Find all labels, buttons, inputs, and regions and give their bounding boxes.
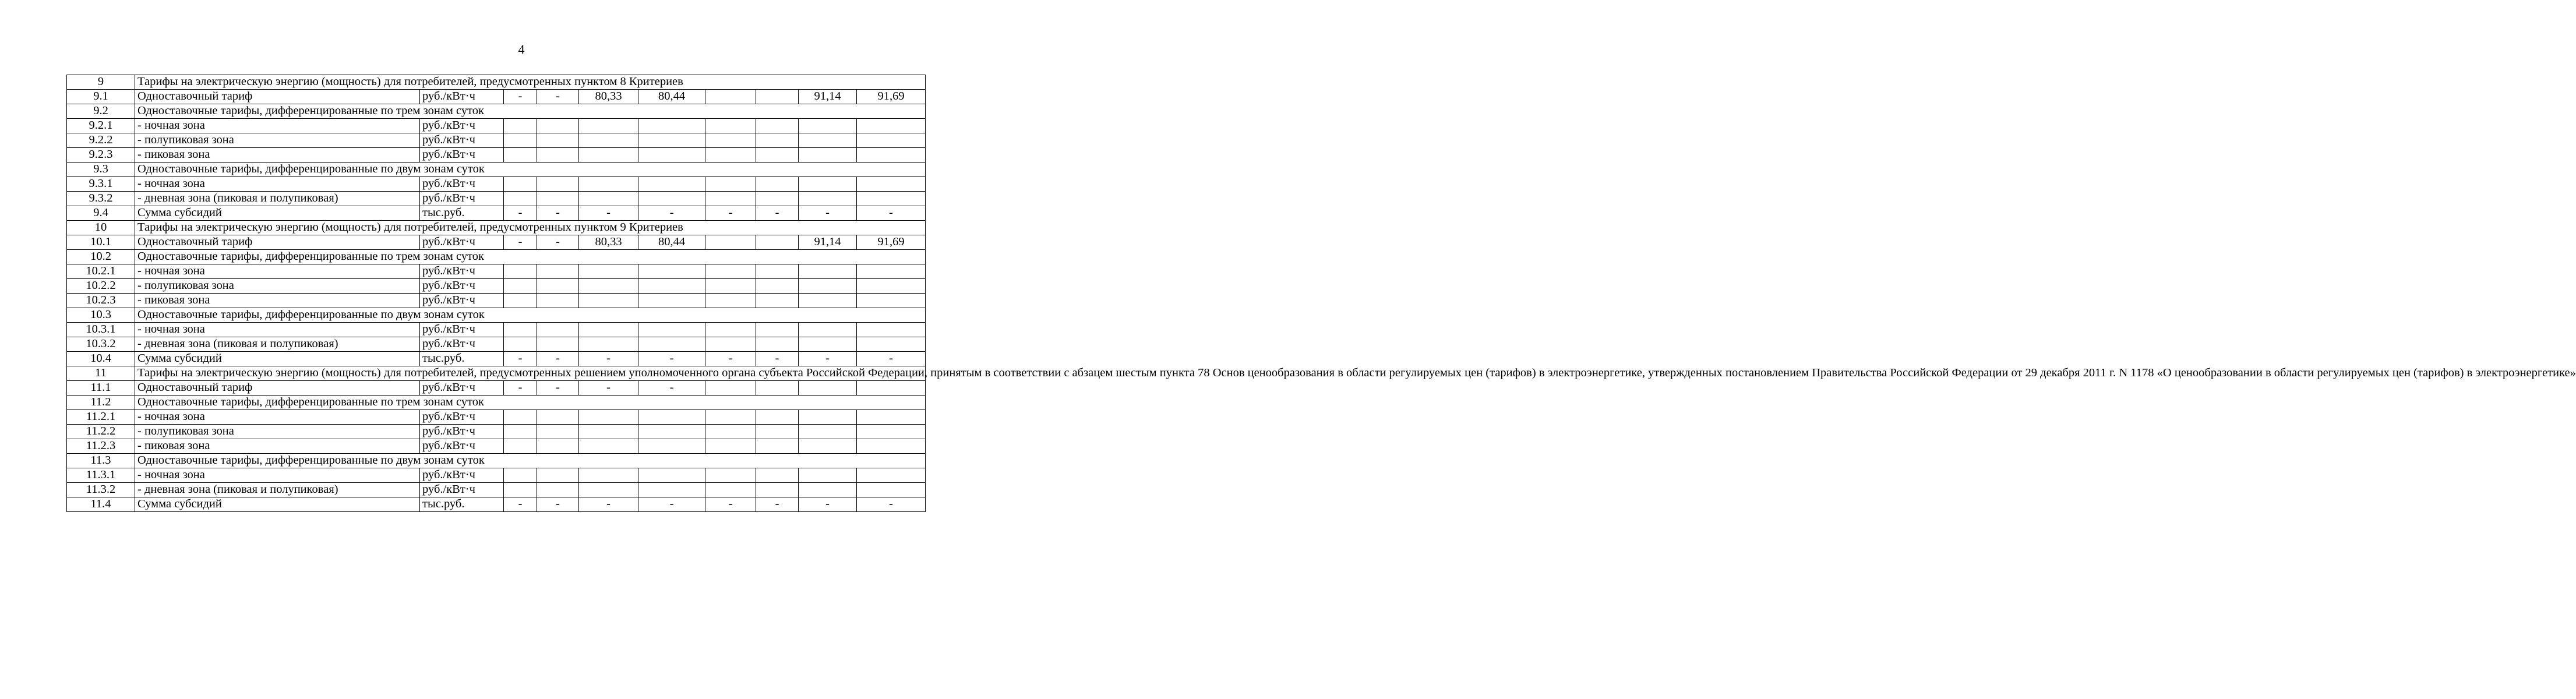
- value-cell: -: [756, 352, 799, 366]
- row-number-cell: 9.3: [67, 163, 135, 177]
- indicator-name-cell: - ночная зона: [135, 264, 420, 279]
- value-cell: [857, 119, 926, 133]
- indicator-name-cell: - ночная зона: [135, 468, 420, 483]
- indicator-name-cell: Сумма субсидий: [135, 352, 420, 366]
- value-cell: -: [638, 352, 705, 366]
- indicator-name-cell: Одноставочный тариф: [135, 381, 420, 396]
- value-cell: [504, 119, 537, 133]
- value-cell: [756, 119, 799, 133]
- value-cell: [504, 294, 537, 308]
- value-cell: [857, 279, 926, 294]
- value-cell: [504, 192, 537, 206]
- table-row: [67, 90, 926, 104]
- row-number-cell: 11.1: [67, 381, 135, 396]
- value-cell: -: [857, 497, 926, 512]
- value-cell: [756, 483, 799, 497]
- value-cell: [504, 177, 537, 192]
- value-cell: 91,69: [857, 90, 926, 104]
- unit-cell: руб./кВт·ч: [420, 148, 504, 163]
- value-cell: [638, 439, 705, 454]
- indicator-name-cell: - пиковая зона: [135, 439, 420, 454]
- value-cell: [504, 439, 537, 454]
- table-row: [67, 396, 926, 410]
- row-number-cell: 11.3.2: [67, 483, 135, 497]
- value-cell: -: [504, 206, 537, 221]
- indicator-name-cell: - пиковая зона: [135, 294, 420, 308]
- value-cell: [756, 294, 799, 308]
- value-cell: [579, 177, 638, 192]
- value-cell: [537, 148, 579, 163]
- value-cell: [756, 337, 799, 352]
- value-cell: [756, 323, 799, 337]
- table-row: [67, 454, 926, 468]
- value-cell: [537, 264, 579, 279]
- section-heading-cell: Одноставочные тарифы, дифференцированные по двум зонам суток: [135, 163, 926, 177]
- value-cell: [537, 294, 579, 308]
- value-cell: [638, 148, 705, 163]
- value-cell: [579, 337, 638, 352]
- value-cell: [756, 133, 799, 148]
- value-cell: -: [537, 381, 579, 396]
- table-row: [67, 148, 926, 163]
- value-cell: [638, 133, 705, 148]
- value-cell: -: [504, 352, 537, 366]
- value-cell: [638, 177, 705, 192]
- value-cell: -: [537, 235, 579, 250]
- unit-cell: руб./кВт·ч: [420, 410, 504, 425]
- value-cell: [705, 410, 756, 425]
- value-cell: [638, 337, 705, 352]
- value-cell: [857, 381, 926, 396]
- value-cell: [579, 468, 638, 483]
- value-cell: [705, 483, 756, 497]
- indicator-name-cell: - ночная зона: [135, 177, 420, 192]
- value-cell: [579, 148, 638, 163]
- value-cell: [638, 264, 705, 279]
- value-cell: [579, 323, 638, 337]
- indicator-name-cell: - дневная зона (пиковая и полупиковая): [135, 483, 420, 497]
- unit-cell: руб./кВт·ч: [420, 323, 504, 337]
- value-cell: [504, 425, 537, 439]
- value-cell: [705, 279, 756, 294]
- value-cell: 80,44: [638, 235, 705, 250]
- value-cell: [756, 439, 799, 454]
- row-number-cell: 9.2: [67, 104, 135, 119]
- unit-cell: тыс.руб.: [420, 497, 504, 512]
- table-row: [67, 410, 926, 425]
- table-row: [67, 308, 926, 323]
- row-number-cell: 9.2.1: [67, 119, 135, 133]
- value-cell: [799, 323, 857, 337]
- value-cell: [756, 235, 799, 250]
- value-cell: 91,69: [857, 235, 926, 250]
- value-cell: [705, 192, 756, 206]
- value-cell: [756, 381, 799, 396]
- value-cell: [537, 177, 579, 192]
- row-number-cell: 9.3.1: [67, 177, 135, 192]
- value-cell: [756, 425, 799, 439]
- section-heading-cell: Одноставочные тарифы, дифференцированные по трем зонам суток: [135, 396, 926, 410]
- table-row: [67, 163, 926, 177]
- value-cell: -: [537, 497, 579, 512]
- value-cell: [857, 323, 926, 337]
- row-number-cell: 10.2: [67, 250, 135, 264]
- value-cell: [756, 410, 799, 425]
- unit-cell: руб./кВт·ч: [420, 133, 504, 148]
- table-row: [67, 425, 926, 439]
- unit-cell: руб./кВт·ч: [420, 483, 504, 497]
- value-cell: [857, 337, 926, 352]
- unit-cell: тыс.руб.: [420, 206, 504, 221]
- value-cell: [537, 323, 579, 337]
- unit-cell: руб./кВт·ч: [420, 235, 504, 250]
- table-row: [67, 192, 926, 206]
- value-cell: -: [537, 206, 579, 221]
- value-cell: [537, 425, 579, 439]
- value-cell: [799, 148, 857, 163]
- value-cell: -: [857, 206, 926, 221]
- section-heading-cell: Тарифы на электрическую энергию (мощность) для потребителей, предусмотренных пунктом 8 Критериев: [135, 75, 926, 90]
- value-cell: [705, 235, 756, 250]
- value-cell: -: [799, 206, 857, 221]
- value-cell: [857, 439, 926, 454]
- row-number-cell: 9.2.2: [67, 133, 135, 148]
- value-cell: -: [638, 206, 705, 221]
- value-cell: [799, 410, 857, 425]
- value-cell: [857, 264, 926, 279]
- value-cell: [799, 425, 857, 439]
- unit-cell: руб./кВт·ч: [420, 90, 504, 104]
- value-cell: -: [579, 497, 638, 512]
- table-row: [67, 75, 926, 90]
- value-cell: 80,33: [579, 90, 638, 104]
- table-row: [67, 104, 926, 119]
- unit-cell: тыс.руб.: [420, 352, 504, 366]
- value-cell: [579, 279, 638, 294]
- indicator-name-cell: Одноставочный тариф: [135, 90, 420, 104]
- value-cell: [537, 279, 579, 294]
- row-number-cell: 9.4: [67, 206, 135, 221]
- value-cell: [705, 323, 756, 337]
- value-cell: [579, 133, 638, 148]
- value-cell: [705, 468, 756, 483]
- table-row: [67, 497, 926, 512]
- value-cell: [638, 468, 705, 483]
- value-cell: [579, 410, 638, 425]
- indicator-name-cell: - пиковая зона: [135, 148, 420, 163]
- section-heading-cell: Одноставочные тарифы, дифференцированные по трем зонам суток: [135, 250, 926, 264]
- value-cell: [638, 483, 705, 497]
- table-row: [67, 352, 926, 366]
- value-cell: [504, 148, 537, 163]
- row-number-cell: 10.2.1: [67, 264, 135, 279]
- row-number-cell: 11.3: [67, 454, 135, 468]
- table-row: [67, 381, 926, 396]
- indicator-name-cell: Сумма субсидий: [135, 497, 420, 512]
- value-cell: [799, 337, 857, 352]
- unit-cell: руб./кВт·ч: [420, 468, 504, 483]
- row-number-cell: 10.3.2: [67, 337, 135, 352]
- table-row: [67, 221, 926, 235]
- value-cell: [857, 483, 926, 497]
- row-number-cell: 9.3.2: [67, 192, 135, 206]
- value-cell: [537, 192, 579, 206]
- row-number-cell: 11.2.3: [67, 439, 135, 454]
- value-cell: [705, 90, 756, 104]
- row-number-cell: 10.2.2: [67, 279, 135, 294]
- value-cell: [638, 294, 705, 308]
- value-cell: [756, 90, 799, 104]
- value-cell: [705, 337, 756, 352]
- value-cell: [705, 177, 756, 192]
- unit-cell: руб./кВт·ч: [420, 425, 504, 439]
- unit-cell: руб./кВт·ч: [420, 439, 504, 454]
- table-row: [67, 337, 926, 352]
- value-cell: [579, 119, 638, 133]
- value-cell: [756, 468, 799, 483]
- value-cell: [857, 410, 926, 425]
- unit-cell: руб./кВт·ч: [420, 381, 504, 396]
- value-cell: [504, 410, 537, 425]
- value-cell: [537, 483, 579, 497]
- value-cell: [579, 439, 638, 454]
- value-cell: [705, 133, 756, 148]
- value-cell: [799, 483, 857, 497]
- value-cell: [756, 279, 799, 294]
- value-cell: [756, 264, 799, 279]
- table-row: [67, 294, 926, 308]
- page-number: 4: [518, 42, 525, 57]
- table-row: [67, 250, 926, 264]
- value-cell: [537, 119, 579, 133]
- value-cell: [705, 264, 756, 279]
- row-number-cell: 11.2: [67, 396, 135, 410]
- value-cell: [799, 381, 857, 396]
- table-row: [67, 264, 926, 279]
- value-cell: [537, 133, 579, 148]
- row-number-cell: 9.2.3: [67, 148, 135, 163]
- value-cell: 80,44: [638, 90, 705, 104]
- value-cell: [799, 279, 857, 294]
- value-cell: [504, 264, 537, 279]
- value-cell: -: [579, 206, 638, 221]
- unit-cell: руб./кВт·ч: [420, 177, 504, 192]
- unit-cell: руб./кВт·ч: [420, 337, 504, 352]
- value-cell: [504, 468, 537, 483]
- indicator-name-cell: - ночная зона: [135, 410, 420, 425]
- section-heading-cell: Одноставочные тарифы, дифференцированные по двум зонам суток: [135, 308, 926, 323]
- value-cell: -: [579, 352, 638, 366]
- row-number-cell: 9: [67, 75, 135, 90]
- value-cell: 80,33: [579, 235, 638, 250]
- value-cell: [799, 119, 857, 133]
- table-row: [67, 235, 926, 250]
- value-cell: [705, 294, 756, 308]
- value-cell: -: [504, 90, 537, 104]
- value-cell: [705, 425, 756, 439]
- row-number-cell: 11.3.1: [67, 468, 135, 483]
- value-cell: [579, 483, 638, 497]
- value-cell: [799, 468, 857, 483]
- value-cell: [504, 337, 537, 352]
- value-cell: [537, 468, 579, 483]
- value-cell: [504, 279, 537, 294]
- value-cell: [504, 323, 537, 337]
- value-cell: [638, 279, 705, 294]
- value-cell: -: [705, 497, 756, 512]
- value-cell: [799, 294, 857, 308]
- table-row: [67, 439, 926, 454]
- value-cell: [705, 119, 756, 133]
- value-cell: -: [799, 497, 857, 512]
- value-cell: [579, 425, 638, 439]
- table-row: [67, 133, 926, 148]
- value-cell: [579, 294, 638, 308]
- row-number-cell: 11.2.1: [67, 410, 135, 425]
- indicator-name-cell: - полупиковая зона: [135, 279, 420, 294]
- value-cell: [799, 177, 857, 192]
- table-row: [67, 323, 926, 337]
- value-cell: -: [504, 235, 537, 250]
- value-cell: -: [638, 381, 705, 396]
- value-cell: -: [799, 352, 857, 366]
- indicator-name-cell: - полупиковая зона: [135, 425, 420, 439]
- row-number-cell: 10.4: [67, 352, 135, 366]
- value-cell: [504, 483, 537, 497]
- indicator-name-cell: Одноставочный тариф: [135, 235, 420, 250]
- value-cell: [857, 294, 926, 308]
- value-cell: [638, 323, 705, 337]
- indicator-name-cell: - дневная зона (пиковая и полупиковая): [135, 192, 420, 206]
- table-row: [67, 468, 926, 483]
- table-row: [67, 206, 926, 221]
- value-cell: 91,14: [799, 90, 857, 104]
- value-cell: [799, 264, 857, 279]
- tariff-table-body: [67, 75, 2576, 512]
- value-cell: [537, 410, 579, 425]
- value-cell: [756, 177, 799, 192]
- indicator-name-cell: - ночная зона: [135, 323, 420, 337]
- row-number-cell: 10.3.1: [67, 323, 135, 337]
- table-row: [67, 119, 926, 133]
- value-cell: -: [537, 352, 579, 366]
- row-number-cell: 11.4: [67, 497, 135, 512]
- table-row: [67, 483, 926, 497]
- table-row: [67, 366, 926, 381]
- value-cell: [857, 192, 926, 206]
- tariff-table: [66, 75, 2576, 512]
- value-cell: -: [537, 90, 579, 104]
- value-cell: -: [705, 206, 756, 221]
- indicator-name-cell: Сумма субсидий: [135, 206, 420, 221]
- row-number-cell: 10.2.3: [67, 294, 135, 308]
- table-row: [67, 279, 926, 294]
- value-cell: -: [756, 206, 799, 221]
- section-heading-cell: Одноставочные тарифы, дифференцированные по трем зонам суток: [135, 104, 926, 119]
- value-cell: [857, 425, 926, 439]
- unit-cell: руб./кВт·ч: [420, 192, 504, 206]
- value-cell: [799, 133, 857, 148]
- value-cell: [705, 439, 756, 454]
- row-number-cell: 11.2.2: [67, 425, 135, 439]
- indicator-name-cell: - ночная зона: [135, 119, 420, 133]
- value-cell: [638, 425, 705, 439]
- indicator-name-cell: - дневная зона (пиковая и полупиковая): [135, 337, 420, 352]
- section-heading-cell: Тарифы на электрическую энергию (мощность) для потребителей, предусмотренных решением уполномоченного органа субъекта Российской Федерации, принятым в соответствии с абзацем шестым пункта 78 Основ ценообразования в области регулируемых цен (тарифов) в электроэнергетике, утвержденных постановлением Правительства Российской Федерации от 29 декабря 2011 г. N 1178 «О ценообразовании в области регулируемых цен (тарифов) в электроэнергетике»: [135, 366, 926, 381]
- value-cell: [638, 119, 705, 133]
- value-cell: [857, 133, 926, 148]
- value-cell: [799, 192, 857, 206]
- row-number-cell: 10.1: [67, 235, 135, 250]
- value-cell: -: [504, 497, 537, 512]
- unit-cell: руб./кВт·ч: [420, 279, 504, 294]
- section-heading-cell: Тарифы на электрическую энергию (мощность) для потребителей, предусмотренных пунктом 9 Критериев: [135, 221, 926, 235]
- value-cell: [799, 439, 857, 454]
- value-cell: [705, 381, 756, 396]
- value-cell: [579, 264, 638, 279]
- value-cell: [705, 148, 756, 163]
- row-number-cell: 10.3: [67, 308, 135, 323]
- value-cell: [537, 337, 579, 352]
- value-cell: [857, 468, 926, 483]
- value-cell: [857, 177, 926, 192]
- row-number-cell: 11: [67, 366, 135, 381]
- unit-cell: руб./кВт·ч: [420, 264, 504, 279]
- indicator-name-cell: - полупиковая зона: [135, 133, 420, 148]
- row-number-cell: 10: [67, 221, 135, 235]
- value-cell: [756, 148, 799, 163]
- row-number-cell: 9.1: [67, 90, 135, 104]
- value-cell: -: [705, 352, 756, 366]
- value-cell: [504, 133, 537, 148]
- value-cell: [537, 439, 579, 454]
- unit-cell: руб./кВт·ч: [420, 294, 504, 308]
- unit-cell: руб./кВт·ч: [420, 119, 504, 133]
- table-row: [67, 177, 926, 192]
- value-cell: [756, 192, 799, 206]
- value-cell: 91,14: [799, 235, 857, 250]
- value-cell: -: [504, 381, 537, 396]
- value-cell: -: [857, 352, 926, 366]
- value-cell: [638, 410, 705, 425]
- value-cell: [579, 192, 638, 206]
- value-cell: [857, 148, 926, 163]
- value-cell: -: [756, 497, 799, 512]
- value-cell: -: [638, 497, 705, 512]
- value-cell: [638, 192, 705, 206]
- section-heading-cell: Одноставочные тарифы, дифференцированные по двум зонам суток: [135, 454, 926, 468]
- value-cell: -: [579, 381, 638, 396]
